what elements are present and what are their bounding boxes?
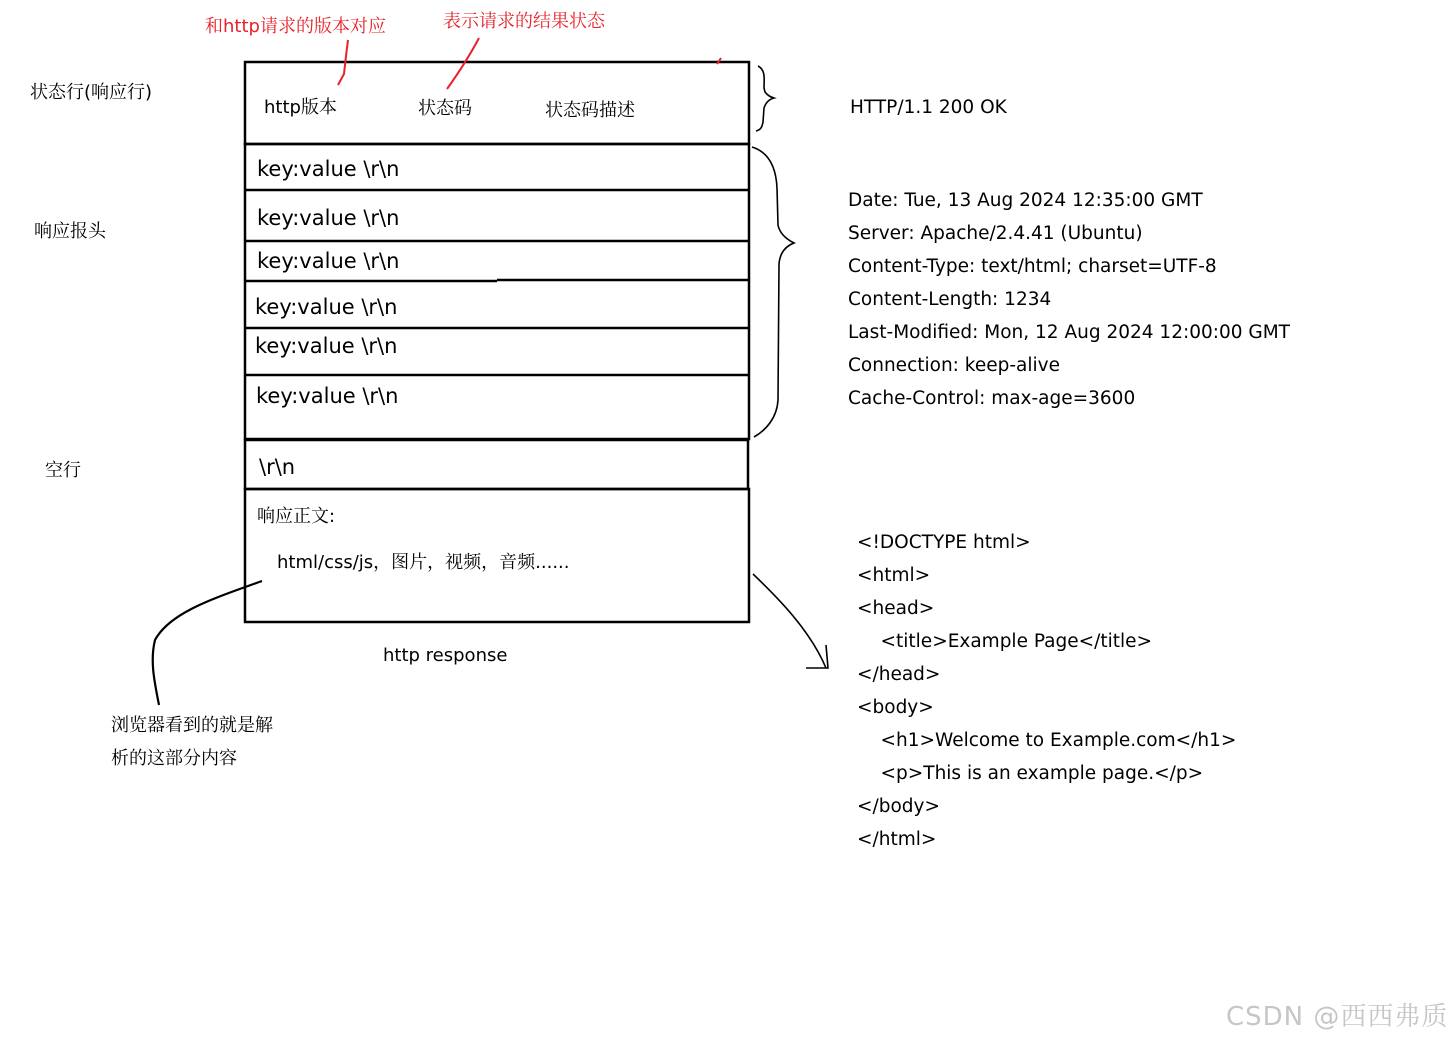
header-row: key:value \r\n	[255, 334, 398, 358]
example-header-line: Server: Apache/2.4.41 (Ubuntu)	[848, 223, 1143, 244]
body-title: 响应正文:	[257, 506, 336, 527]
header-row: key:value \r\n	[255, 295, 398, 319]
example-body-line: </html>	[857, 829, 937, 850]
watermark: CSDN @西西弗质	[1226, 1002, 1449, 1032]
version-annotation: 和http请求的版本对应	[205, 16, 386, 37]
header-row: key:value \r\n	[257, 249, 400, 273]
status-code-pointer	[447, 38, 479, 89]
example-body-line: <title>Example Page</title>	[857, 631, 1153, 652]
example-body	[857, 526, 1236, 856]
blank-line-cell: \r\n	[259, 455, 296, 479]
headers-brace	[752, 147, 794, 437]
example-header-line: Content-Length: 1234	[848, 289, 1052, 310]
example-body-line: <head>	[857, 598, 935, 619]
example-header-line: Last-Modified: Mon, 12 Aug 2024 12:00:00 GMT	[848, 322, 1290, 343]
example-header-line: Cache-Control: max-age=3600	[848, 388, 1136, 409]
example-header-line: Connection: keep-alive	[848, 355, 1060, 376]
header-row: key:value \r\n	[257, 206, 400, 230]
status-line-brace	[756, 66, 774, 131]
http-version-cell: http版本	[264, 97, 337, 118]
diagram-caption: http response	[383, 645, 508, 666]
status-code-cell: 状态码	[418, 98, 472, 119]
header-row: key:value \r\n	[257, 157, 400, 181]
body-content: html/css/js，图片，视频，音频......	[277, 552, 570, 573]
status-annotation: 表示请求的结果状态	[443, 11, 605, 32]
example-header-line: Content-Type: text/html; charset=UTF-8	[848, 256, 1217, 277]
example-header-line: Date: Tue, 13 Aug 2024 12:35:00 GMT	[848, 190, 1203, 211]
body-arrow	[753, 574, 826, 668]
example-headers	[848, 184, 1290, 415]
header-row: key:value \r\n	[256, 384, 399, 408]
blank-line-box	[245, 440, 748, 489]
browser-note-line-2: 析的这部分内容	[111, 748, 237, 769]
example-body-line: <h1>Welcome to Example.com</h1>	[857, 730, 1237, 751]
example-body-line: </body>	[857, 796, 940, 817]
example-body-line: <body>	[857, 697, 934, 718]
example-status-line: HTTP/1.1 200 OK	[850, 97, 1007, 118]
example-body-line: <p>This is an example page.</p>	[857, 763, 1204, 784]
blank-line-label: 空行	[45, 460, 81, 481]
example-body-line: <!DOCTYPE html>	[857, 532, 1031, 553]
status-line-label: 状态行(响应行)	[30, 82, 153, 103]
browser-note-line-1: 浏览器看到的就是解	[111, 715, 273, 736]
example-body-line: </head>	[857, 664, 941, 685]
headers-label: 响应报头	[34, 221, 106, 242]
example-body-line: <html>	[857, 565, 931, 586]
status-description-cell: 状态码描述	[545, 100, 635, 121]
